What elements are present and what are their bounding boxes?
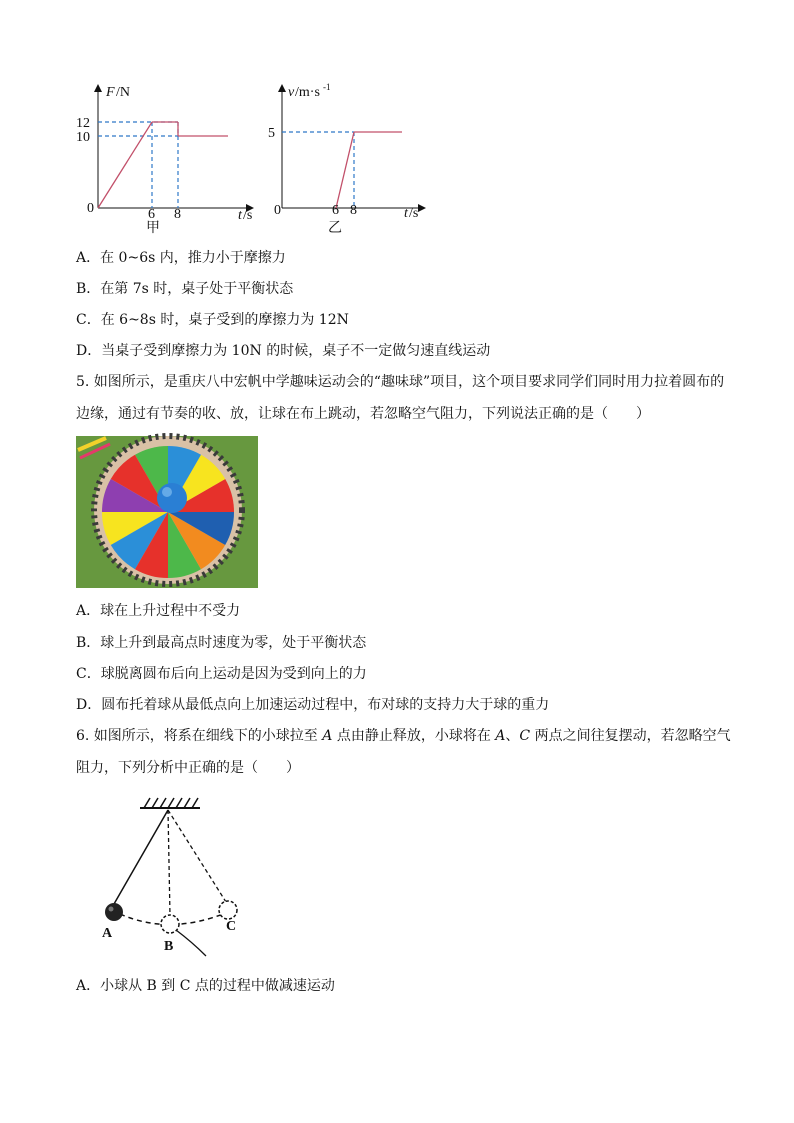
f-xlabel-unit: /s <box>243 208 253 223</box>
v-ylabel-unit: /m·s <box>295 85 320 100</box>
string-b <box>168 810 170 916</box>
q5-stem-line1: 5. 如图所示，是重庆八中宏帆中学趣味运动会的“趣味球”项目，这个项目要求同学们同时用力拉着圆布的 <box>76 374 725 390</box>
string-c <box>168 810 226 902</box>
label-a: A <box>102 926 113 941</box>
parachute-game-photo <box>76 436 258 588</box>
q4-option-a: A．在 0~6s 内，推力小于摩擦力 <box>76 250 286 266</box>
ball-a <box>105 903 123 921</box>
label-b: B <box>164 939 174 954</box>
q4-option-d: D．当桌子受到摩擦力为 10N 的时候，桌子不一定做匀速直线运动 <box>76 343 491 359</box>
q6-option-a: A．小球从 B 到 C 点的过程中做减速运动 <box>76 978 335 994</box>
string-a <box>114 810 168 904</box>
f-xtick-6: 6 <box>148 207 155 222</box>
q6-stem-post: 两点之间往复摆动，若忽略空气 <box>530 728 731 744</box>
q6-sep: 、 <box>505 728 520 744</box>
f-xtick-8: 8 <box>174 207 181 222</box>
q5-option-c: C．球脱离圆布后向上运动是因为受到向上的力 <box>76 666 367 682</box>
v-segment-rise <box>336 132 354 208</box>
f-xlabel-var: t <box>238 208 242 223</box>
v-xtick-8: 8 <box>350 203 357 218</box>
v-ytick-5: 5 <box>268 126 275 141</box>
v-caption: 乙 <box>328 221 342 236</box>
v-ylabel-exp: -1 <box>323 82 331 92</box>
pendulum-diagram <box>96 796 256 956</box>
q6-stem-mid: 点由静止释放，小球将在 <box>332 728 496 744</box>
q6-stem-line1 <box>76 726 731 746</box>
force-time-graph <box>78 80 268 240</box>
q4-option-c: C．在 6~8s 时，桌子受到的摩擦力为 12N <box>76 312 349 328</box>
f-caption: 甲 <box>146 221 160 236</box>
v-xlabel-var: t <box>404 206 408 221</box>
q4-option-b: B．在第 7s 时，桌子处于平衡状态 <box>76 281 294 297</box>
f-segment-rise <box>98 122 152 208</box>
f-ytick-10: 10 <box>76 130 90 145</box>
v-xtick-6: 6 <box>332 203 339 218</box>
q6-point-c: C <box>519 728 531 744</box>
q5-option-d: D．圆布托着球从最低点向上加速运动过程中，布对球的支持力大于球的重力 <box>76 697 550 713</box>
f-ylabel-unit: /N <box>116 85 130 100</box>
q5-option-b: B．球上升到最高点时速度为零，处于平衡状态 <box>76 635 367 651</box>
f-ylabel-var: F <box>106 85 115 100</box>
f-ytick-12: 12 <box>76 116 90 131</box>
velocity-time-graph <box>262 80 442 240</box>
q5-option-a: A．球在上升过程中不受力 <box>76 603 241 619</box>
q6-point-a2: A <box>495 728 506 744</box>
q5-stem-line2: 边缘，通过有节奏的收、放，让球在布上跳动，若忽略空气阻力，下列说法正确的是（ ） <box>76 406 650 422</box>
q6-point-a: A <box>322 728 333 744</box>
q6-stem-line2: 阻力，下列分析中正确的是（ ） <box>76 760 300 776</box>
f-origin: 0 <box>87 201 94 216</box>
v-ylabel-var: v <box>288 85 295 100</box>
q6-stem-pre: 6. 如图所示，将系在细线下的小球拉至 <box>76 728 323 744</box>
v-origin: 0 <box>274 203 281 218</box>
ball-c <box>219 901 237 919</box>
v-xlabel-unit: /s <box>409 206 419 221</box>
label-c: C <box>226 919 237 934</box>
